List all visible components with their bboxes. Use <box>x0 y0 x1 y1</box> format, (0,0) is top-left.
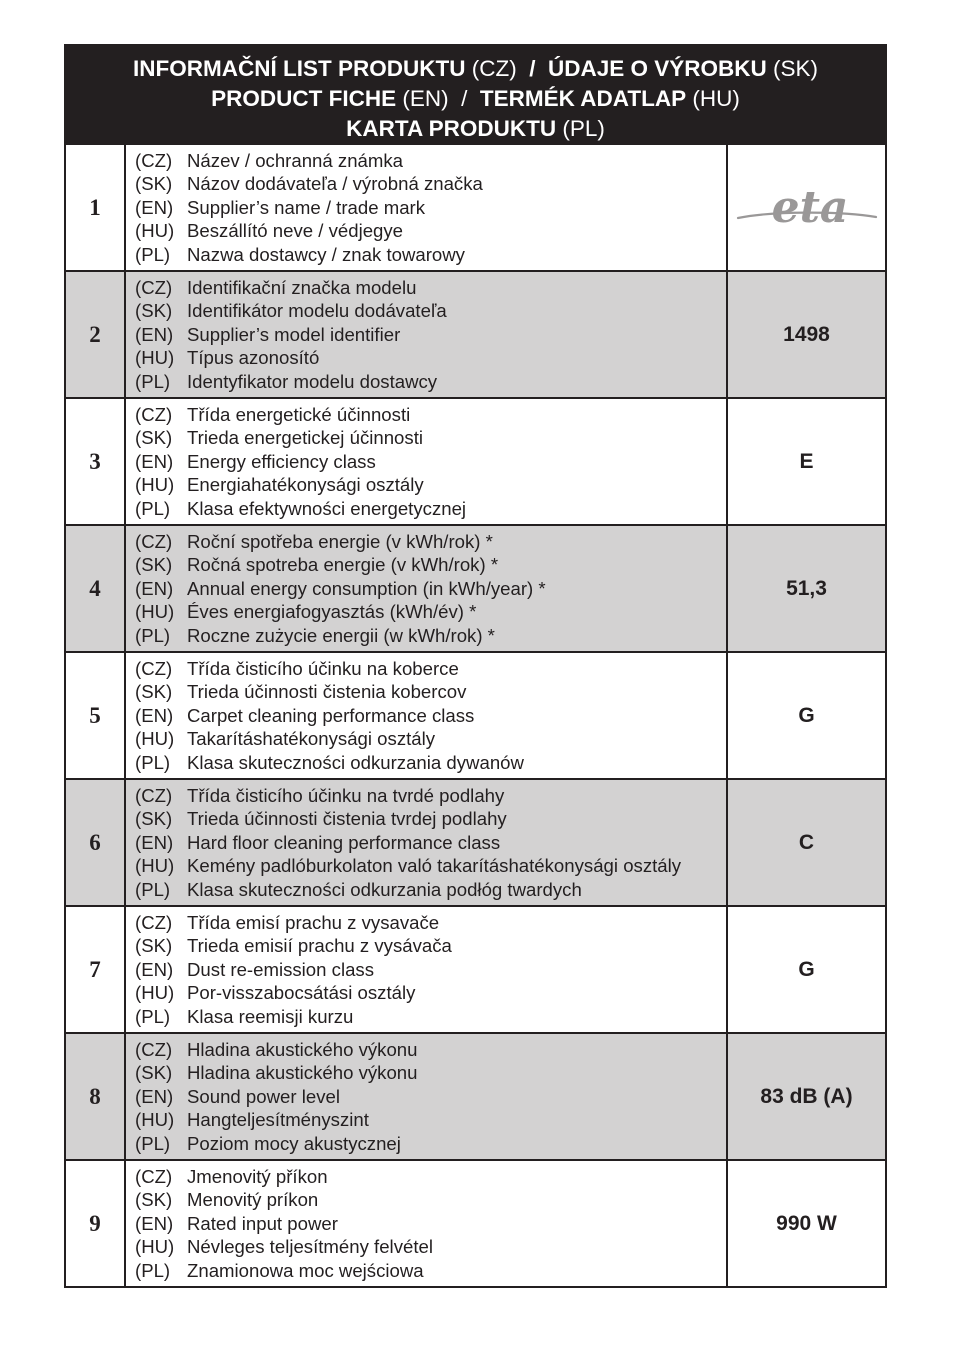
language-code: (SK) <box>135 808 173 830</box>
language-code: (PL) <box>135 1005 171 1027</box>
language-code: (PL) <box>135 497 171 519</box>
label-text: Supplier’s model identifier <box>187 323 401 345</box>
label-text: Beszállító neve / védjegye <box>187 220 404 242</box>
row-label-line <box>135 577 726 600</box>
header-line-2 <box>66 84 885 114</box>
header-title-hu: TERMÉK ADATLAP <box>479 86 687 111</box>
row-value <box>727 144 886 271</box>
label-text: Názov dodávateľa / výrobná značka <box>187 173 483 195</box>
row-label-line <box>135 1061 726 1084</box>
row-label-line <box>135 1005 726 1028</box>
label-text: Supplier’s name / trade mark <box>187 196 426 218</box>
language-code: (CZ) <box>135 785 173 806</box>
language-code: (SK) <box>135 1189 173 1211</box>
row-label-line <box>135 878 726 901</box>
language-code: (SK) <box>135 554 173 576</box>
label-text: Hard floor cleaning performance class <box>187 831 501 853</box>
row-number: 4 <box>65 525 125 652</box>
label-text: Třída čisticího účinku na tvrdé podlahy <box>187 785 505 806</box>
header-title-sk: ÚDAJE O VÝROBKU <box>547 56 767 81</box>
row-label-line <box>135 981 726 1004</box>
row-label-line <box>135 299 726 322</box>
language-code: (SK) <box>135 681 173 703</box>
header-title-cz: INFORMAČNÍ LIST PRODUKTU <box>132 56 466 81</box>
fiche-table <box>64 143 887 1288</box>
label-text: Znamionowa moc wejściowa <box>187 1259 424 1281</box>
row-number: 7 <box>65 906 125 1033</box>
language-code: (HU) <box>135 1109 175 1131</box>
label-text: Jmenovitý příkon <box>187 1166 328 1187</box>
language-code: (SK) <box>135 935 173 957</box>
row-value: E <box>727 398 886 525</box>
language-code: (CZ) <box>135 1166 173 1187</box>
row-label-line <box>135 370 726 393</box>
label-text: Roční spotřeba energie (v kWh/rok) * <box>187 531 493 552</box>
product-fiche <box>64 44 887 1288</box>
label-text: Třída emisí prachu z vysavače <box>187 912 440 933</box>
row-label-line <box>135 1259 726 1282</box>
language-code: (HU) <box>135 601 175 623</box>
language-code: (EN) <box>135 704 174 726</box>
language-code: (PL) <box>135 243 171 265</box>
row-label-line <box>135 530 726 553</box>
language-code: (PL) <box>135 1259 171 1281</box>
label-text: Sound power level <box>187 1085 340 1107</box>
language-code: (CZ) <box>135 150 173 171</box>
row-value: 990 W <box>727 1160 886 1287</box>
header-lang-pl: (PL) <box>556 116 605 141</box>
row-labels <box>125 144 727 271</box>
language-code: (EN) <box>135 577 174 599</box>
row-label-line <box>135 426 726 449</box>
language-code: (SK) <box>135 1062 173 1084</box>
row-label-line <box>135 704 726 727</box>
row-number: 2 <box>65 271 125 398</box>
language-code: (SK) <box>135 427 173 449</box>
label-text: Identifikační značka modelu <box>187 277 417 298</box>
row-value: C <box>727 779 886 906</box>
label-text: Carpet cleaning performance class <box>187 704 475 726</box>
language-code: (PL) <box>135 878 171 900</box>
row-label-line <box>135 1085 726 1108</box>
row-labels <box>125 1160 727 1287</box>
label-text: Éves energiafogyasztás (kWh/év) * <box>187 601 477 623</box>
label-text: Trieda energetickej účinnosti <box>187 427 423 449</box>
row-value: G <box>727 652 886 779</box>
row-label-line <box>135 1188 726 1211</box>
label-text: Název / ochranná známka <box>187 150 404 171</box>
header-lang-en: (EN) <box>396 86 449 111</box>
eta-logo <box>732 180 882 236</box>
label-text: Trieda účinnosti čistenia tvrdej podlahy <box>187 808 507 830</box>
language-code: (EN) <box>135 1085 174 1107</box>
row-label-line <box>135 1132 726 1155</box>
language-code: (PL) <box>135 751 171 773</box>
label-text: Trieda emisií prachu z vysávača <box>187 935 452 957</box>
label-text: Klasa skuteczności odkurzania podłóg twardych <box>187 878 582 900</box>
table-row <box>65 271 886 398</box>
label-text: Típus azonosító <box>187 347 320 369</box>
label-text: Menovitý príkon <box>187 1189 319 1211</box>
row-label-line <box>135 1165 726 1188</box>
language-code: (SK) <box>135 173 173 195</box>
row-value: 51,3 <box>727 525 886 652</box>
label-text: Por-visszabocsátási osztály <box>187 982 416 1004</box>
row-number: 5 <box>65 652 125 779</box>
header-line-1 <box>66 54 885 84</box>
header-line-3 <box>66 114 885 144</box>
label-text: Energiahatékonysági osztály <box>187 474 424 496</box>
row-label-line <box>135 911 726 934</box>
row-label-line <box>135 323 726 346</box>
label-text: Identyfikator modelu dostawcy <box>187 370 438 392</box>
header-lang-hu: (HU) <box>686 86 740 111</box>
language-code: (HU) <box>135 1236 175 1258</box>
language-code: (CZ) <box>135 658 173 679</box>
label-text: Klasa efektywności energetycznej <box>187 497 467 519</box>
table-row <box>65 906 886 1033</box>
row-value: G <box>727 906 886 1033</box>
row-label-line <box>135 219 726 242</box>
label-text: Třída energetické účinnosti <box>187 404 411 425</box>
language-code: (PL) <box>135 1132 171 1154</box>
fiche-header <box>64 44 887 143</box>
row-label-line <box>135 751 726 774</box>
language-code: (PL) <box>135 370 171 392</box>
row-label-line <box>135 1038 726 1061</box>
language-code: (CZ) <box>135 1039 173 1060</box>
row-label-line <box>135 624 726 647</box>
row-labels <box>125 906 727 1033</box>
table-row <box>65 779 886 906</box>
row-label-line <box>135 958 726 981</box>
row-label-line <box>135 680 726 703</box>
label-text: Kemény padlóburkolaton való takarításhatékonysági osztály <box>187 855 682 877</box>
row-label-line <box>135 346 726 369</box>
row-number: 1 <box>65 144 125 271</box>
header-lang-sk: (SK) <box>766 56 819 81</box>
label-text: Hladina akustického výkonu <box>187 1062 418 1084</box>
row-label-line <box>135 172 726 195</box>
language-code: (CZ) <box>135 404 173 425</box>
row-label-line <box>135 1108 726 1131</box>
row-number: 9 <box>65 1160 125 1287</box>
row-label-line <box>135 807 726 830</box>
logo-wordmark: eta <box>771 181 848 233</box>
row-value: 1498 <box>727 271 886 398</box>
row-number: 3 <box>65 398 125 525</box>
language-code: (EN) <box>135 831 174 853</box>
table-row <box>65 1033 886 1160</box>
language-code: (EN) <box>135 1212 174 1234</box>
language-code: (HU) <box>135 474 175 496</box>
language-code: (EN) <box>135 450 174 472</box>
header-separator: / <box>516 56 548 81</box>
label-text: Identifikátor modelu dodávateľa <box>187 300 447 322</box>
row-value: 83 dB (A) <box>727 1033 886 1160</box>
row-label-line <box>135 243 726 266</box>
header-lang-cz: (CZ) <box>465 56 517 81</box>
label-text: Annual energy consumption (in kWh/year) * <box>187 577 546 599</box>
header-title-en: PRODUCT FICHE <box>211 86 397 111</box>
language-code: (HU) <box>135 855 175 877</box>
row-label-line <box>135 473 726 496</box>
language-code: (HU) <box>135 347 175 369</box>
row-label-line <box>135 149 726 172</box>
row-labels <box>125 1033 727 1160</box>
language-code: (CZ) <box>135 531 173 552</box>
row-labels <box>125 271 727 398</box>
language-code: (HU) <box>135 220 175 242</box>
row-label-line <box>135 1212 726 1235</box>
label-text: Třída čisticího účinku na koberce <box>187 658 459 679</box>
label-text: Hladina akustického výkonu <box>187 1039 418 1060</box>
row-label-line <box>135 784 726 807</box>
label-text: Névleges teljesítmény felvétel <box>187 1236 433 1258</box>
label-text: Klasa reemisji kurzu <box>187 1005 354 1027</box>
row-label-line <box>135 854 726 877</box>
label-text: Dust re-emission class <box>187 958 375 980</box>
row-label-line <box>135 600 726 623</box>
label-text: Klasa skuteczności odkurzania dywanów <box>187 751 524 773</box>
row-label-line <box>135 196 726 219</box>
language-code: (HU) <box>135 982 175 1004</box>
table-row <box>65 1160 886 1287</box>
language-code: (EN) <box>135 323 174 345</box>
row-labels <box>125 525 727 652</box>
language-code: (EN) <box>135 958 174 980</box>
row-label-line <box>135 276 726 299</box>
table-row <box>65 525 886 652</box>
table-row <box>65 144 886 271</box>
row-label-line <box>135 727 726 750</box>
row-label-line <box>135 934 726 957</box>
language-code: (EN) <box>135 196 174 218</box>
table-row <box>65 652 886 779</box>
table-row <box>65 398 886 525</box>
row-number: 8 <box>65 1033 125 1160</box>
label-text: Trieda účinnosti čistenia kobercov <box>187 681 467 703</box>
fiche-table-body <box>65 144 886 1287</box>
header-title-pl: KARTA PRODUKTU <box>346 116 557 141</box>
language-code: (SK) <box>135 300 173 322</box>
row-label-line <box>135 1235 726 1258</box>
label-text: Rated input power <box>187 1212 338 1234</box>
row-label-line <box>135 497 726 520</box>
label-text: Nazwa dostawcy / znak towarowy <box>187 243 465 265</box>
label-text: Hangteljesítményszint <box>187 1109 369 1131</box>
language-code: (HU) <box>135 728 175 750</box>
row-label-line <box>135 403 726 426</box>
label-text: Poziom mocy akustycznej <box>187 1132 401 1154</box>
row-label-line <box>135 657 726 680</box>
language-code: (CZ) <box>135 277 173 298</box>
language-code: (PL) <box>135 624 171 646</box>
row-label-line <box>135 553 726 576</box>
row-labels <box>125 779 727 906</box>
row-label-line <box>135 450 726 473</box>
row-labels <box>125 652 727 779</box>
row-labels <box>125 398 727 525</box>
label-text: Energy efficiency class <box>187 450 376 472</box>
header-separator: / <box>448 86 480 111</box>
row-number: 6 <box>65 779 125 906</box>
language-code: (CZ) <box>135 912 173 933</box>
label-text: Ročná spotreba energie (v kWh/rok) * <box>187 554 499 576</box>
label-text: Takarításhatékonysági osztály <box>187 728 436 750</box>
label-text: Roczne zużycie energii (w kWh/rok) * <box>187 624 495 646</box>
row-label-line <box>135 831 726 854</box>
